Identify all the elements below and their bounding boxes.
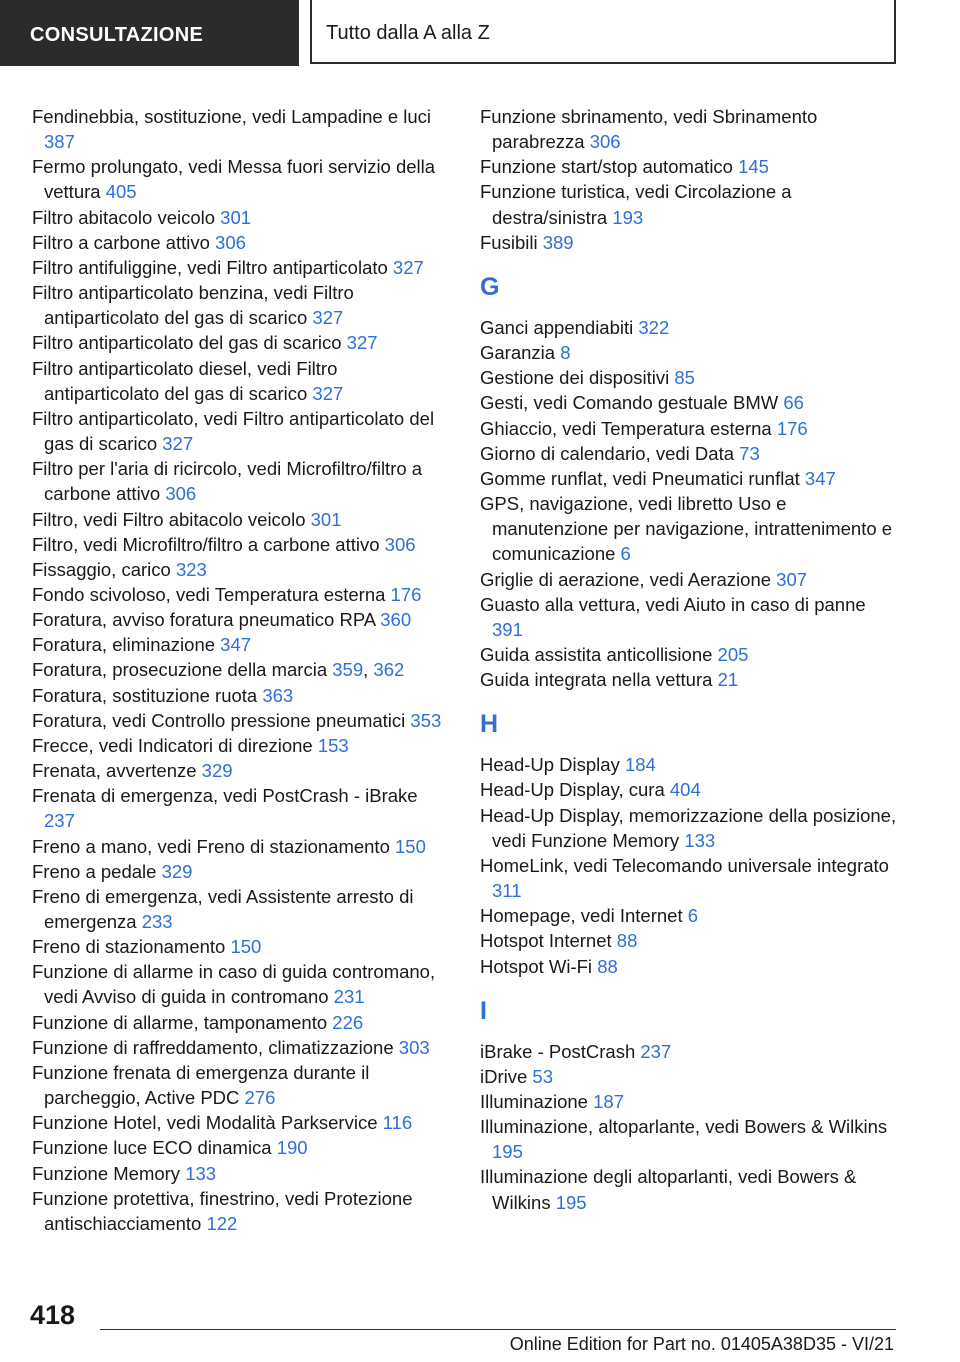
- index-entry: [480, 667, 900, 692]
- page-link[interactable]: 327: [312, 382, 344, 404]
- index-entry-text: Illuminazione, altoparlante, vedi Bowers & Wilkins: [480, 1116, 888, 1138]
- index-entry-text: Guasto alla vettura, vedi Aiuto in caso di panne: [480, 593, 866, 615]
- index-entry: [480, 340, 900, 365]
- index-entry: [32, 783, 450, 833]
- page-link[interactable]: 276: [244, 1087, 276, 1109]
- page-link[interactable]: 303: [398, 1036, 430, 1058]
- index-entry: [32, 1060, 450, 1110]
- index-entry-text: iBrake - PostCrash: [480, 1040, 641, 1062]
- index-entry: [480, 466, 900, 491]
- index-entry-text: Funzione protettiva, finestrino, vedi Protezione antischiacciamento: [32, 1187, 413, 1234]
- page-link[interactable]: 301: [310, 508, 342, 530]
- index-entry-text: Head-Up Display, cura: [480, 779, 670, 801]
- index-entry-text: Filtro abitacolo veicolo: [32, 206, 221, 228]
- page-link[interactable]: 306: [165, 483, 197, 505]
- index-entry-text: Fermo prolungato, vedi Messa fuori servizio della vettura: [32, 156, 436, 203]
- index-entry-text: Illuminazione degli altoparlanti, vedi Bowers & Wilkins: [480, 1166, 857, 1213]
- index-entry-text: Frecce, vedi Indicatori di direzione: [32, 734, 318, 756]
- page-number: 418: [30, 1300, 76, 1330]
- page-link[interactable]: 237: [44, 810, 75, 832]
- index-entry-text: Ghiaccio, vedi Temperatura esterna: [480, 417, 777, 439]
- index-entry-text: Guida assistita anticollisione: [480, 643, 718, 665]
- page-link[interactable]: 195: [555, 1191, 587, 1213]
- index-entry-text: Funzione di allarme, tamponamento: [32, 1011, 333, 1033]
- page-link[interactable]: 237: [640, 1040, 672, 1062]
- page-link[interactable]: 327: [392, 256, 424, 278]
- page-link[interactable]: 363: [262, 684, 294, 706]
- page-link[interactable]: 306: [589, 131, 621, 153]
- index-entry-text: Freno a pedale: [32, 860, 162, 882]
- page-link[interactable]: 88: [597, 955, 618, 977]
- index-entry-text: HomeLink, vedi Telecomando universale integrato: [480, 854, 889, 876]
- index-entry: [480, 853, 900, 903]
- index-entry-text: Frenata, avvertenze: [32, 760, 202, 782]
- page-link[interactable]: 306: [215, 231, 246, 253]
- index-entry: [480, 1064, 900, 1089]
- footer-edition: Online Edition for Part no. 01405A38D35 - VI/21: [509, 1334, 894, 1354]
- index-entry-text: Homepage, vedi Internet: [480, 905, 688, 927]
- page-link[interactable]: 387: [44, 131, 75, 153]
- page-link[interactable]: 21: [717, 669, 739, 691]
- index-entry: [480, 315, 900, 340]
- index-entry: [480, 592, 900, 642]
- index-entry: [32, 884, 450, 934]
- index-entry: [480, 1089, 900, 1114]
- page-link[interactable]: 73: [739, 442, 760, 464]
- index-entry-text: Head-Up Display: [480, 754, 625, 776]
- index-entry-text: Filtro, vedi Microfiltro/filtro a carbone attivo: [32, 533, 385, 555]
- index-entry: [480, 903, 900, 928]
- index-entry-text: Funzione sbrinamento, vedi Sbrinamento parabrezza: [480, 106, 818, 153]
- section-title: CONSULTAZIONE: [30, 23, 204, 46]
- index-entry-text: Filtro antiparticolato, vedi Filtro antiparticolato del gas di scarico: [32, 407, 435, 455]
- page-link[interactable]: 405: [105, 181, 137, 203]
- page-link[interactable]: 347: [220, 634, 252, 656]
- index-entry-text: iDrive: [480, 1065, 533, 1087]
- page-link[interactable]: 53: [532, 1065, 553, 1087]
- index-entry-text: Hotspot Wi-Fi: [480, 955, 598, 977]
- index-entry-text: Filtro a carbone attivo: [32, 231, 216, 253]
- index-entry: [32, 356, 450, 406]
- index-entry-text: Filtro antiparticolato benzina, vedi Filtro antiparticolato del gas di scarico: [32, 282, 354, 329]
- index-entry: [32, 1110, 450, 1135]
- page-link[interactable]: 176: [776, 417, 808, 439]
- index-entry-text: Filtro antiparticolato del gas di scarico: [32, 332, 347, 354]
- index-entry: [32, 154, 450, 204]
- index-entry: [480, 803, 900, 853]
- index-entry-text: Foratura, prosecuzione della marcia: [32, 659, 333, 681]
- index-entry: [480, 954, 900, 979]
- index-entry: [32, 280, 450, 330]
- index-entry: [32, 1035, 450, 1060]
- page-link[interactable]: 184: [624, 754, 656, 776]
- index-entry: [32, 1186, 450, 1236]
- footer-divider: [100, 1329, 896, 1330]
- index-entry: [480, 390, 900, 415]
- page-link[interactable]: 347: [804, 467, 836, 489]
- index-entry: [480, 777, 900, 802]
- section-letter-i: I: [480, 996, 487, 1025]
- section-letter-g: G: [480, 272, 500, 301]
- index-entry-text: Funzione turistica, vedi Circolazione a destra/sinistra: [480, 181, 792, 228]
- index-entry-text: Fissaggio, carico: [32, 558, 176, 580]
- index-entry: [32, 1010, 450, 1035]
- index-entry-text: Filtro antiparticolato diesel, vedi Filtro antiparticolato del gas di scarico: [32, 357, 338, 404]
- index-entry: [480, 416, 900, 441]
- page-link[interactable]: 327: [312, 307, 344, 329]
- topic-title: Tutto dalla A alla Z: [326, 21, 490, 44]
- page-link[interactable]: 329: [201, 760, 233, 782]
- page-link[interactable]: 150: [230, 936, 262, 958]
- index-entry: [480, 928, 900, 953]
- index-entry-text: Funzione di raffreddamento, climatizzazione: [32, 1036, 399, 1058]
- index-entry-text: Filtro antifuliggine, vedi Filtro antiparticolato: [32, 256, 393, 278]
- index-entry: [32, 507, 450, 532]
- index-entry-text: Filtro, vedi Filtro abitacolo veicolo: [32, 508, 311, 530]
- index-entry: [32, 758, 450, 783]
- index-entry-text: Funzione frenata di emergenza durante il parcheggio, Active PDC: [32, 1061, 370, 1109]
- index-entry-text: Gestione dei dispositivi: [480, 367, 675, 389]
- topic-tab: [310, 0, 896, 64]
- page-link[interactable]: 327: [346, 332, 378, 354]
- page-link[interactable]: 6: [687, 905, 699, 927]
- page-link[interactable]: 307: [776, 568, 808, 590]
- index-entry: [32, 934, 450, 959]
- index-entry: [480, 1114, 900, 1164]
- index-entry-text: Fusibili: [480, 231, 543, 253]
- page-link[interactable]: 88: [616, 930, 638, 952]
- index-column-left: [32, 104, 450, 1236]
- index-entry-text: Head-Up Display, memorizzazione della posizione, vedi Funzione Memory: [480, 804, 897, 851]
- page-link[interactable]: 404: [669, 779, 701, 801]
- page-link[interactable]: 322: [638, 316, 670, 338]
- page-link[interactable]: 66: [783, 392, 804, 414]
- index-entry: [32, 406, 450, 456]
- page-separator: ,: [363, 659, 374, 681]
- index-entry: [32, 255, 450, 280]
- index-entry: [32, 733, 450, 758]
- index-entry-text: Freno a mano, vedi Freno di stazionamento: [32, 835, 395, 857]
- index-entry: [32, 632, 450, 657]
- index-entry: [32, 607, 450, 632]
- page-link[interactable]: 176: [390, 583, 422, 605]
- index-entry: [480, 642, 900, 667]
- index-entry-text: Illuminazione: [480, 1091, 594, 1112]
- index-entry: [32, 582, 450, 607]
- page-link[interactable]: 359: [332, 659, 364, 681]
- index-entry: [32, 532, 450, 557]
- page-link[interactable]: 205: [717, 643, 749, 665]
- index-entry-text: Foratura, eliminazione: [32, 634, 221, 656]
- page-link[interactable]: 231: [333, 986, 365, 1008]
- index-entry-text: Giorno di calendario, vedi Data: [480, 442, 740, 464]
- page-link[interactable]: 153: [317, 734, 349, 756]
- page-link[interactable]: 187: [593, 1091, 624, 1112]
- index-entry-text: Hotspot Internet: [480, 930, 617, 952]
- index-entry: [480, 1164, 900, 1214]
- page-link[interactable]: 301: [220, 206, 252, 228]
- index-entry-text: Funzione start/stop automatico: [480, 156, 739, 178]
- page-link[interactable]: 133: [684, 829, 716, 851]
- index-entry: [480, 179, 900, 229]
- page-link[interactable]: 362: [373, 659, 405, 681]
- page-link[interactable]: 226: [332, 1011, 364, 1033]
- page-link[interactable]: 195: [492, 1141, 523, 1163]
- index-entry: [32, 834, 450, 859]
- index-entry-text: Foratura, vedi Controllo pressione pneumatici: [32, 709, 411, 731]
- page-header: [0, 0, 960, 66]
- index-entry: [32, 959, 450, 1009]
- page-link[interactable]: 389: [542, 231, 574, 253]
- page-link[interactable]: 150: [395, 835, 426, 857]
- page-link[interactable]: 6: [620, 543, 631, 565]
- index-entry-text: GPS, navigazione, vedi libretto Uso e manutenzione per navigazione, intrattenimento e comunicazione: [480, 493, 893, 565]
- index-entry: [32, 859, 450, 884]
- index-entry: [32, 104, 450, 154]
- page-link[interactable]: 329: [161, 860, 193, 882]
- page-link[interactable]: 391: [492, 618, 523, 640]
- index-entry-text: Frenata di emergenza, vedi PostCrash - iBrake: [32, 785, 418, 807]
- index-entry: [32, 557, 450, 582]
- index-entry: [32, 708, 450, 733]
- page-link[interactable]: 193: [612, 206, 644, 228]
- page-link[interactable]: 327: [162, 433, 194, 455]
- page-link[interactable]: 233: [141, 911, 173, 932]
- index-entry-text: Griglie di aerazione, vedi Aerazione: [480, 568, 777, 590]
- index-entry: [32, 657, 450, 682]
- page-link[interactable]: 353: [410, 709, 442, 731]
- page-link[interactable]: 360: [380, 609, 412, 631]
- page-link[interactable]: 190: [276, 1137, 308, 1159]
- index-entry: [480, 441, 900, 466]
- index-column-right: [480, 104, 900, 1215]
- index-entry-text: Gomme runflat, vedi Pneumatici runflat: [480, 467, 805, 489]
- page-link[interactable]: 85: [674, 367, 695, 389]
- index-entry: [480, 365, 900, 390]
- index-entry: [480, 230, 900, 255]
- index-entry: [480, 1039, 900, 1064]
- page-link[interactable]: 323: [175, 558, 207, 580]
- index-entry: [480, 567, 900, 592]
- page-link[interactable]: 311: [492, 880, 522, 902]
- index-entry-text: Guida integrata nella vettura: [480, 669, 718, 691]
- index-entry-text: Funzione di allarme in caso di guida contromano, vedi Avviso di guida in contromano: [32, 961, 436, 1008]
- page-link[interactable]: 306: [384, 533, 416, 555]
- index-entry: [32, 230, 450, 255]
- page-link[interactable]: 116: [382, 1112, 413, 1134]
- index-entry-text: Gesti, vedi Comando gestuale BMW: [480, 392, 784, 414]
- index-entry-text: Freno di stazionamento: [32, 936, 231, 958]
- index-entry-text: Funzione Hotel, vedi Modalità Parkservice: [32, 1112, 383, 1134]
- index-entry-text: Freno di emergenza, vedi Assistente arresto di emergenza: [32, 885, 414, 932]
- page-link[interactable]: 145: [738, 156, 769, 178]
- index-entry: [32, 683, 450, 708]
- index-entry: [480, 154, 900, 179]
- index-entry: [32, 1161, 450, 1186]
- index-entry-text: Foratura, avviso foratura pneumatico RPA: [32, 609, 381, 631]
- index-entry: [480, 491, 900, 566]
- index-entry: [32, 456, 450, 506]
- index-entry-text: Fondo scivoloso, vedi Temperatura esterna: [32, 583, 391, 605]
- index-entry-text: Garanzia: [480, 342, 561, 364]
- index-entry-text: Filtro per l'aria di ricircolo, vedi Microfiltro/filtro a carbone attivo: [32, 458, 423, 505]
- section-tab: [0, 0, 299, 66]
- index-entry: [32, 205, 450, 230]
- index-entry: [480, 752, 900, 777]
- page-link[interactable]: 133: [185, 1162, 217, 1184]
- page-link[interactable]: 8: [560, 342, 571, 364]
- index-entry-text: Fendinebbia, sostituzione, vedi Lampadine e luci: [32, 106, 432, 127]
- index-entry: [32, 1135, 450, 1160]
- index-entry-text: Ganci appendiabiti: [480, 316, 639, 338]
- index-entry-text: Funzione Memory: [32, 1162, 186, 1184]
- index-entry-text: Funzione luce ECO dinamica: [32, 1137, 277, 1159]
- page-link[interactable]: 122: [206, 1212, 238, 1234]
- section-letter-h: H: [480, 710, 499, 739]
- index-entry-text: Foratura, sostituzione ruota: [32, 684, 263, 706]
- index-entry: [32, 330, 450, 355]
- index-entry: [480, 104, 900, 154]
